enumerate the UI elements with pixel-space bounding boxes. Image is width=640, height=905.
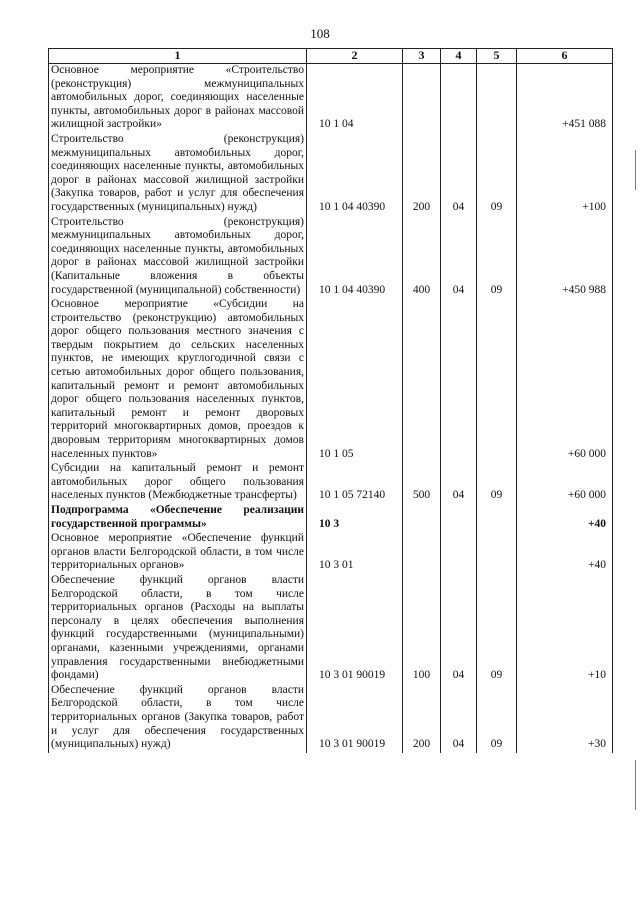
row-name-cell-text: Строительство (реконструкция) межмуниципальных автомобильных дорог, соединяющих населенные пункты, автомобильных дорог в районах массовой жилищной застройки (Закупка товаров, работ и услуг для обеспечения государственных (муниципальных) нужд)	[51, 132, 304, 213]
row-col5-cell	[477, 298, 517, 462]
row-col5-cell-text: 09	[490, 738, 503, 751]
row-name-cell	[49, 684, 307, 753]
table-row	[49, 216, 613, 299]
row-code-cell	[307, 462, 403, 504]
row-code-cell	[307, 504, 403, 532]
row-col3-cell	[403, 64, 441, 133]
row-amount-cell	[517, 298, 613, 462]
row-col5-cell	[477, 532, 517, 574]
row-col4-cell	[441, 216, 477, 299]
row-name-cell	[49, 462, 307, 504]
row-code-cell	[307, 532, 403, 574]
row-code-cell	[307, 133, 403, 216]
row-name-cell-text: Субсидии на капитальный ремонт и ремонт автомобильных дорог общего пользования населеных пунктов (Межбюджетные трансферты)	[51, 462, 304, 502]
row-col4-cell-text: 04	[452, 489, 465, 502]
row-amount-cell	[517, 133, 613, 216]
row-col3-cell	[403, 216, 441, 299]
scan-edge-mark	[635, 760, 636, 810]
row-code-cell	[307, 298, 403, 462]
row-name-cell	[49, 216, 307, 299]
row-col4-cell-text: 04	[452, 738, 465, 751]
row-amount-cell-text: +40	[587, 517, 606, 530]
row-amount-cell-text: +10	[588, 669, 606, 682]
row-code-cell-text: 10 1 04 40390	[319, 283, 386, 296]
row-code-cell-text: 10 3 01 90019	[319, 669, 386, 682]
row-col5-cell-text: 09	[490, 283, 503, 296]
row-amount-cell	[517, 504, 613, 532]
row-amount-cell-text: +100	[582, 200, 606, 213]
row-col4-cell	[441, 64, 477, 133]
row-name-cell	[49, 574, 307, 684]
row-col3-cell-text: 400	[412, 283, 431, 296]
row-name-cell-text: Основное мероприятие «Обеспечение функций органов власти Белгородской области, в том числе территориальных органов»	[51, 532, 304, 572]
row-code-cell-text: 10 1 04	[319, 118, 354, 131]
budget-table	[48, 48, 613, 753]
row-name-cell	[49, 133, 307, 216]
row-name-cell-text: Основное мероприятие «Строительство (реконструкция) межмуниципальных автомобильных дорог, соединяющих населенные пункты, автомобильных дорог в районах массовой жилищной застройки»	[51, 64, 304, 131]
row-name-cell	[49, 532, 307, 574]
row-col5-cell-text: 09	[490, 669, 503, 682]
row-col3-cell	[403, 504, 441, 532]
row-col5-cell	[477, 504, 517, 532]
row-col4-cell	[441, 462, 477, 504]
row-name-cell-text: Обеспечение функций органов власти Белгородской области, в том числе территориальных органов (Закупка товаров, работ и услуг для обеспечения государственных (муниципальных) нужд)	[51, 683, 304, 751]
row-name-cell-text: Подпрограмма «Обеспечение реализации государственной программы»	[51, 504, 304, 530]
row-code-cell	[307, 574, 403, 684]
row-col3-cell	[403, 462, 441, 504]
table-row	[49, 684, 613, 753]
table-row	[49, 298, 613, 462]
row-col4-cell-text: 04	[452, 283, 465, 296]
row-col4-cell-text: 04	[452, 200, 465, 213]
row-code-cell-text: 10 3 01	[319, 559, 354, 572]
row-code-cell-text: 10 3	[319, 517, 340, 530]
table-header-row	[49, 49, 613, 64]
row-col5-cell	[477, 462, 517, 504]
row-code-cell-text: 10 3 01 90019	[319, 738, 386, 751]
row-code-cell-text: 10 1 04 40390	[319, 200, 386, 213]
column-header-6: 6	[517, 49, 613, 64]
row-col3-cell	[403, 298, 441, 462]
row-amount-cell	[517, 532, 613, 574]
column-header-2: 2	[307, 49, 403, 64]
row-amount-cell-text: +40	[588, 559, 606, 572]
row-col5-cell-text: 09	[490, 200, 503, 213]
row-col5-cell	[477, 64, 517, 133]
scan-edge-mark	[635, 150, 636, 190]
row-col3-cell-text: 500	[412, 489, 431, 502]
row-amount-cell-text: +451 088	[562, 118, 606, 131]
table-row	[49, 462, 613, 504]
row-col3-cell	[403, 574, 441, 684]
row-code-cell-text: 10 1 05	[319, 447, 354, 460]
table-body	[49, 64, 613, 753]
row-name-cell	[49, 504, 307, 532]
column-header-1: 1	[49, 49, 307, 64]
row-name-cell	[49, 64, 307, 133]
column-header-3: 3	[403, 49, 441, 64]
row-name-cell-text: Основное мероприятие «Субсидии на строительство (реконструкцию) автомобильных дорог общего пользования местного значения с твердым покрытием до сельских населенных пунктов, не имеющих круглогодичной связи с сетью автомобильных дорог общего пользования, капитальный ремонт и ремонт автомобильных дорог общего пользования населенных пунктов, капитальный ремонт и ремонт дворовых территорий многоквартирных домов, проездов к дворовым территориям многоквартирных домов населенных пунктов»	[51, 298, 304, 460]
table-row	[49, 64, 613, 133]
row-col5-cell-text: 09	[490, 489, 503, 502]
row-code-cell	[307, 64, 403, 133]
table-row	[49, 504, 613, 532]
row-amount-cell	[517, 574, 613, 684]
row-col4-cell	[441, 684, 477, 753]
column-header-5: 5	[477, 49, 517, 64]
row-amount-cell	[517, 684, 613, 753]
row-col5-cell	[477, 216, 517, 299]
row-name-cell-text: Обеспечение функций органов власти Белгородской области, в том числе территориальных органов (Расходы на выплаты персоналу в целях обеспечения выполнения функций государственными (муниципальными) органами, казенными учреждениями, органами управления государственными внебюджетными фондами)	[51, 573, 304, 682]
row-col5-cell	[477, 574, 517, 684]
row-col3-cell	[403, 684, 441, 753]
column-header-4: 4	[441, 49, 477, 64]
row-col4-cell	[441, 574, 477, 684]
row-col3-cell-text: 200	[412, 738, 431, 751]
row-col4-cell	[441, 298, 477, 462]
row-amount-cell	[517, 462, 613, 504]
table-row	[49, 532, 613, 574]
row-col4-cell-text: 04	[452, 669, 465, 682]
row-code-cell	[307, 684, 403, 753]
row-col3-cell	[403, 133, 441, 216]
row-col4-cell	[441, 532, 477, 574]
row-amount-cell-text: +60 000	[567, 489, 606, 502]
row-amount-cell-text: +450 988	[562, 283, 606, 296]
row-col3-cell-text: 200	[412, 200, 431, 213]
row-code-cell-text: 10 1 05 72140	[319, 489, 386, 502]
row-name-cell-text: Строительство (реконструкция) межмуниципальных автомобильных дорог, соединяющих населенные пункты, автомобильных дорог в районах массовой жилищной застройки (Капитальные вложения в объекты государственной (муниципальной) собственности)	[51, 215, 304, 296]
row-col3-cell-text: 100	[412, 669, 431, 682]
row-col4-cell	[441, 504, 477, 532]
row-amount-cell-text: +30	[588, 738, 606, 751]
row-col3-cell	[403, 532, 441, 574]
page-number: 108	[310, 26, 330, 41]
row-amount-cell-text: +60 000	[567, 447, 606, 460]
table-row	[49, 574, 613, 684]
row-name-cell	[49, 298, 307, 462]
row-col5-cell	[477, 133, 517, 216]
row-col5-cell	[477, 684, 517, 753]
table-row	[49, 133, 613, 216]
row-col4-cell	[441, 133, 477, 216]
row-amount-cell	[517, 216, 613, 299]
row-code-cell	[307, 216, 403, 299]
row-amount-cell	[517, 64, 613, 133]
